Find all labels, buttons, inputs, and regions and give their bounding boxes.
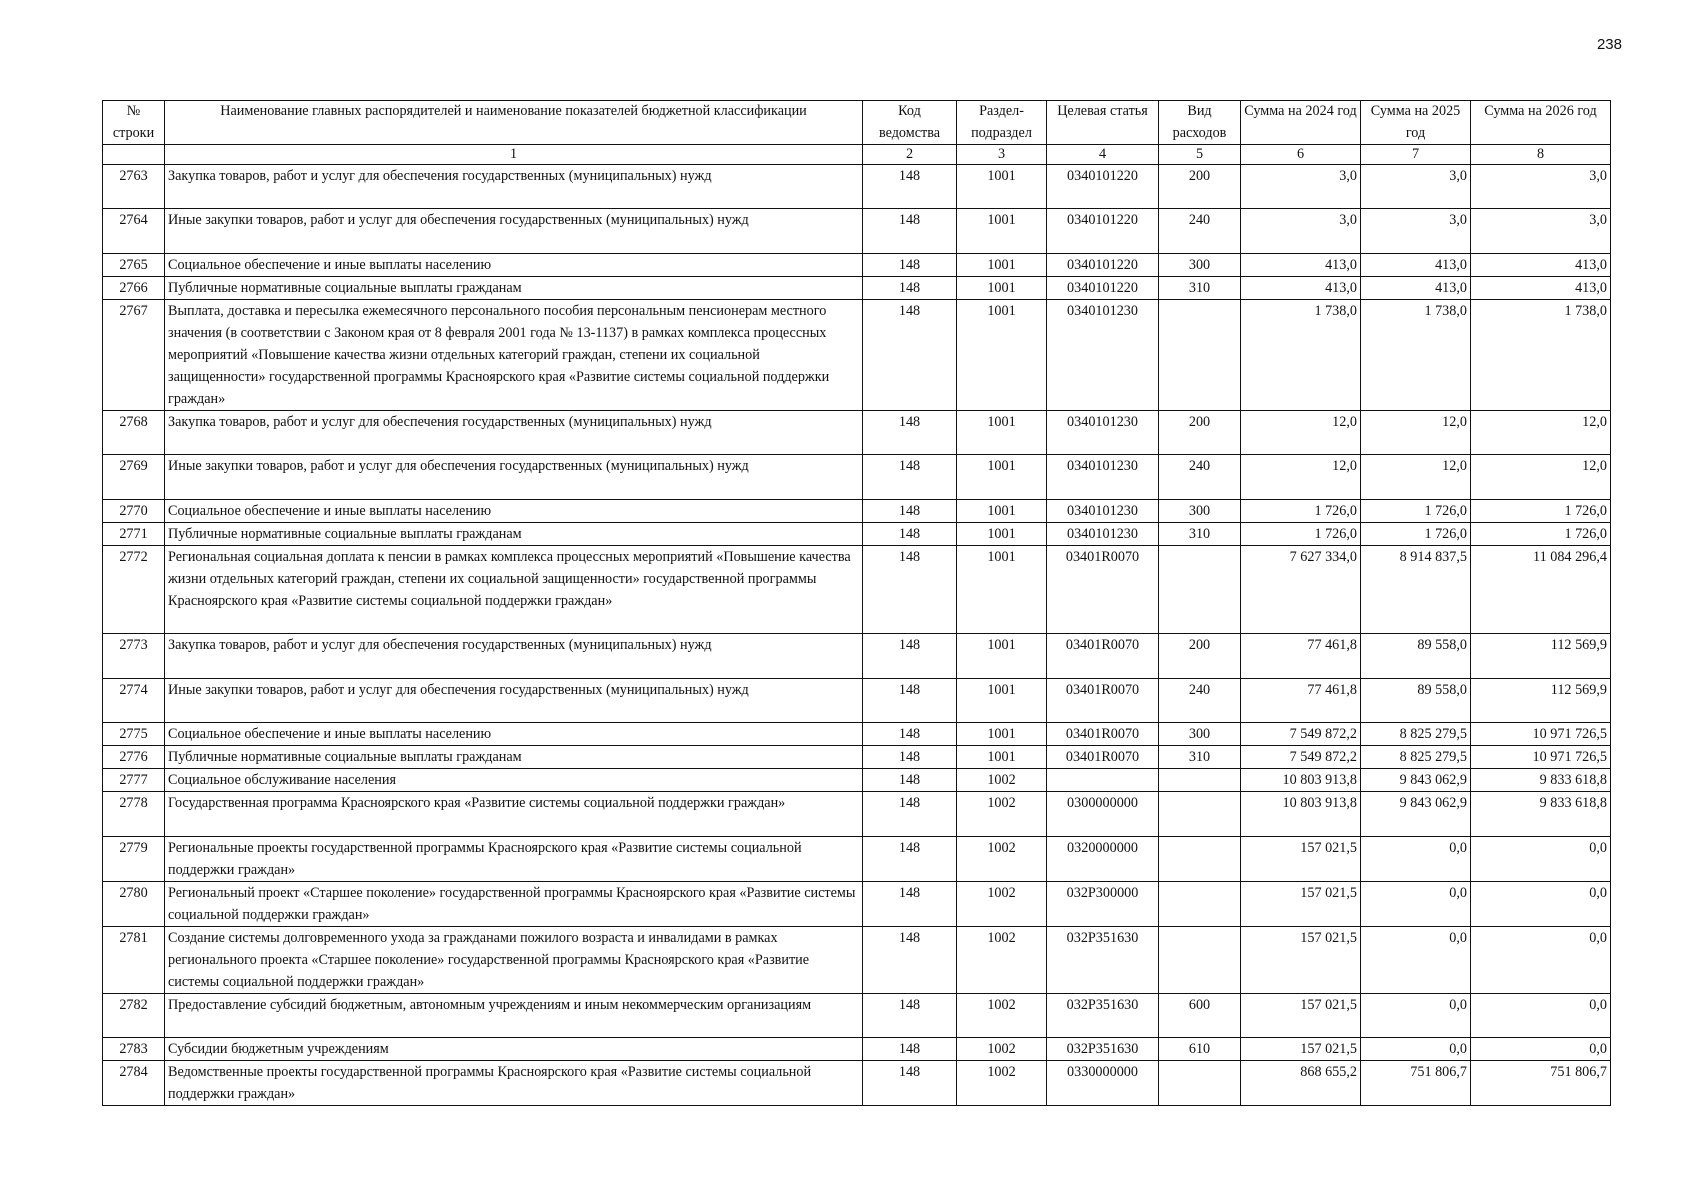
header-expense-type: Вид расходов <box>1159 101 1241 145</box>
row-dept-code-cell: 148 <box>863 1037 957 1060</box>
row-target-cell <box>1047 769 1159 792</box>
row-sum-2024-cell: 413,0 <box>1241 276 1361 299</box>
page-number: 238 <box>1596 36 1622 53</box>
row-section-cell: 1002 <box>957 993 1047 1037</box>
table-row <box>103 836 1611 881</box>
row-name-cell: Иные закупки товаров, работ и услуг для обеспечения государственных (муниципальных) нужд <box>165 209 863 253</box>
row-expense-type-cell <box>1159 926 1241 993</box>
row-expense-type-cell: 310 <box>1159 276 1241 299</box>
row-target-cell: 032P300000 <box>1047 881 1159 926</box>
header-dept-code: Код ведомства <box>863 101 957 145</box>
row-sum-2026-cell: 9 833 618,8 <box>1471 769 1611 792</box>
row-dept-code-cell: 148 <box>863 746 957 769</box>
table-row <box>103 545 1611 634</box>
row-name-cell: Публичные нормативные социальные выплаты гражданам <box>165 276 863 299</box>
row-dept-code-cell: 148 <box>863 545 957 634</box>
row-sum-2024-cell: 7 549 872,2 <box>1241 746 1361 769</box>
row-name-cell: Закупка товаров, работ и услуг для обеспечения государственных (муниципальных) нужд <box>165 410 863 454</box>
row-number-cell: 2770 <box>103 499 165 522</box>
row-expense-type-cell: 300 <box>1159 499 1241 522</box>
row-expense-type-cell: 240 <box>1159 455 1241 499</box>
row-number-cell: 2777 <box>103 769 165 792</box>
row-dept-code-cell: 148 <box>863 165 957 209</box>
row-sum-2025-cell: 89 558,0 <box>1361 678 1471 722</box>
header-row-no: № строки <box>103 101 165 145</box>
table-row <box>103 165 1611 209</box>
table-body <box>103 165 1611 1106</box>
row-number-cell: 2766 <box>103 276 165 299</box>
header-sum-2024: Сумма на 2024 год <box>1241 101 1361 145</box>
column-number: 5 <box>1159 145 1241 165</box>
row-section-cell: 1001 <box>957 634 1047 678</box>
row-dept-code-cell: 148 <box>863 792 957 836</box>
table-row <box>103 881 1611 926</box>
row-sum-2026-cell: 1 738,0 <box>1471 299 1611 410</box>
row-sum-2026-cell: 11 084 296,4 <box>1471 545 1611 634</box>
table-row <box>103 410 1611 454</box>
row-dept-code-cell: 148 <box>863 926 957 993</box>
column-number: 3 <box>957 145 1047 165</box>
row-sum-2025-cell: 3,0 <box>1361 165 1471 209</box>
row-number-cell: 2768 <box>103 410 165 454</box>
row-sum-2024-cell: 12,0 <box>1241 410 1361 454</box>
header-row <box>103 101 1611 145</box>
row-expense-type-cell: 300 <box>1159 723 1241 746</box>
row-expense-type-cell: 200 <box>1159 165 1241 209</box>
row-dept-code-cell: 148 <box>863 634 957 678</box>
row-sum-2024-cell: 157 021,5 <box>1241 926 1361 993</box>
row-name-cell: Публичные нормативные социальные выплаты гражданам <box>165 746 863 769</box>
table-row <box>103 926 1611 993</box>
row-section-cell: 1001 <box>957 276 1047 299</box>
row-expense-type-cell <box>1159 769 1241 792</box>
row-section-cell: 1001 <box>957 410 1047 454</box>
row-section-cell: 1002 <box>957 792 1047 836</box>
row-sum-2024-cell: 868 655,2 <box>1241 1060 1361 1105</box>
row-number-cell: 2780 <box>103 881 165 926</box>
row-number-cell: 2772 <box>103 545 165 634</box>
row-name-cell: Выплата, доставка и пересылка ежемесячного персонального пособия персональным пенсионерам местного значения (в соответствии с Законом края от 8 февраля 2001 года № 13-1137) в рамках комплекса процессных мероприятий «Повышение качества жизни отдельных категорий граждан, степени их социальной защищенности» государственной программы Красноярского края «Развитие системы социальной поддержки граждан» <box>165 299 863 410</box>
row-sum-2026-cell: 413,0 <box>1471 276 1611 299</box>
header-target: Целевая статья <box>1047 101 1159 145</box>
row-target-cell: 03401R0070 <box>1047 545 1159 634</box>
table-row <box>103 723 1611 746</box>
row-target-cell: 0300000000 <box>1047 792 1159 836</box>
row-section-cell: 1002 <box>957 1037 1047 1060</box>
table-row <box>103 253 1611 276</box>
row-dept-code-cell: 148 <box>863 836 957 881</box>
row-sum-2024-cell: 413,0 <box>1241 253 1361 276</box>
column-number: 2 <box>863 145 957 165</box>
row-section-cell: 1001 <box>957 678 1047 722</box>
row-section-cell: 1001 <box>957 209 1047 253</box>
row-sum-2025-cell: 12,0 <box>1361 410 1471 454</box>
row-target-cell: 0340101230 <box>1047 410 1159 454</box>
row-sum-2025-cell: 0,0 <box>1361 926 1471 993</box>
row-sum-2024-cell: 10 803 913,8 <box>1241 792 1361 836</box>
table-row <box>103 746 1611 769</box>
row-expense-type-cell: 310 <box>1159 522 1241 545</box>
table-row <box>103 522 1611 545</box>
row-dept-code-cell: 148 <box>863 276 957 299</box>
row-section-cell: 1002 <box>957 836 1047 881</box>
row-sum-2026-cell: 112 569,9 <box>1471 634 1611 678</box>
row-target-cell: 0340101220 <box>1047 209 1159 253</box>
row-number-cell: 2767 <box>103 299 165 410</box>
row-expense-type-cell <box>1159 299 1241 410</box>
row-section-cell: 1001 <box>957 165 1047 209</box>
row-number-cell: 2784 <box>103 1060 165 1105</box>
row-sum-2026-cell: 751 806,7 <box>1471 1060 1611 1105</box>
row-dept-code-cell: 148 <box>863 410 957 454</box>
row-target-cell: 0340101230 <box>1047 522 1159 545</box>
row-target-cell: 03401R0070 <box>1047 723 1159 746</box>
row-sum-2024-cell: 3,0 <box>1241 165 1361 209</box>
table-row <box>103 678 1611 722</box>
row-sum-2024-cell: 3,0 <box>1241 209 1361 253</box>
row-sum-2026-cell: 0,0 <box>1471 881 1611 926</box>
row-name-cell: Закупка товаров, работ и услуг для обеспечения государственных (муниципальных) нужд <box>165 165 863 209</box>
row-name-cell: Субсидии бюджетным учреждениям <box>165 1037 863 1060</box>
row-sum-2024-cell: 1 738,0 <box>1241 299 1361 410</box>
row-sum-2025-cell: 9 843 062,9 <box>1361 792 1471 836</box>
row-dept-code-cell: 148 <box>863 299 957 410</box>
table-row <box>103 769 1611 792</box>
row-sum-2026-cell: 12,0 <box>1471 455 1611 499</box>
row-sum-2024-cell: 157 021,5 <box>1241 836 1361 881</box>
row-name-cell: Региональный проект «Старшее поколение» государственной программы Красноярского края «Развитие системы социальной поддержки граждан» <box>165 881 863 926</box>
row-expense-type-cell <box>1159 792 1241 836</box>
row-sum-2024-cell: 157 021,5 <box>1241 993 1361 1037</box>
row-sum-2025-cell: 1 738,0 <box>1361 299 1471 410</box>
row-expense-type-cell <box>1159 881 1241 926</box>
row-dept-code-cell: 148 <box>863 455 957 499</box>
row-target-cell: 032P351630 <box>1047 926 1159 993</box>
row-sum-2024-cell: 7 627 334,0 <box>1241 545 1361 634</box>
row-name-cell: Социальное обеспечение и иные выплаты населению <box>165 253 863 276</box>
row-section-cell: 1002 <box>957 926 1047 993</box>
row-sum-2025-cell: 8 914 837,5 <box>1361 545 1471 634</box>
row-sum-2025-cell: 3,0 <box>1361 209 1471 253</box>
row-sum-2025-cell: 413,0 <box>1361 276 1471 299</box>
row-number-cell: 2765 <box>103 253 165 276</box>
row-sum-2026-cell: 1 726,0 <box>1471 499 1611 522</box>
row-number-cell: 2764 <box>103 209 165 253</box>
table-row <box>103 209 1611 253</box>
row-target-cell: 0320000000 <box>1047 836 1159 881</box>
row-section-cell: 1001 <box>957 499 1047 522</box>
row-sum-2026-cell: 0,0 <box>1471 836 1611 881</box>
row-section-cell: 1001 <box>957 253 1047 276</box>
row-target-cell: 0340101230 <box>1047 499 1159 522</box>
row-sum-2025-cell: 0,0 <box>1361 881 1471 926</box>
row-expense-type-cell: 200 <box>1159 410 1241 454</box>
column-number: 6 <box>1241 145 1361 165</box>
row-sum-2026-cell: 112 569,9 <box>1471 678 1611 722</box>
row-dept-code-cell: 148 <box>863 723 957 746</box>
row-name-cell: Иные закупки товаров, работ и услуг для обеспечения государственных (муниципальных) нужд <box>165 678 863 722</box>
row-target-cell: 03401R0070 <box>1047 678 1159 722</box>
row-sum-2026-cell: 413,0 <box>1471 253 1611 276</box>
table-row <box>103 276 1611 299</box>
row-number-cell: 2779 <box>103 836 165 881</box>
row-sum-2024-cell: 157 021,5 <box>1241 881 1361 926</box>
row-number-cell: 2775 <box>103 723 165 746</box>
table-row <box>103 1060 1611 1105</box>
table-row <box>103 993 1611 1037</box>
table-row <box>103 499 1611 522</box>
row-name-cell: Социальное обеспечение и иные выплаты населению <box>165 499 863 522</box>
row-name-cell: Социальное обслуживание населения <box>165 769 863 792</box>
column-number: 1 <box>165 145 863 165</box>
row-section-cell: 1001 <box>957 522 1047 545</box>
row-sum-2026-cell: 3,0 <box>1471 209 1611 253</box>
row-number-cell: 2782 <box>103 993 165 1037</box>
row-target-cell: 0340101220 <box>1047 276 1159 299</box>
column-number: 4 <box>1047 145 1159 165</box>
header-name: Наименование главных распорядителей и наименование показателей бюджетной классификации <box>165 101 863 145</box>
table-row <box>103 792 1611 836</box>
row-number-cell: 2769 <box>103 455 165 499</box>
row-number-cell: 2778 <box>103 792 165 836</box>
row-name-cell: Социальное обеспечение и иные выплаты населению <box>165 723 863 746</box>
row-sum-2026-cell: 0,0 <box>1471 926 1611 993</box>
row-dept-code-cell: 148 <box>863 499 957 522</box>
row-sum-2025-cell: 9 843 062,9 <box>1361 769 1471 792</box>
row-sum-2025-cell: 1 726,0 <box>1361 499 1471 522</box>
row-target-cell: 03401R0070 <box>1047 746 1159 769</box>
row-sum-2024-cell: 1 726,0 <box>1241 522 1361 545</box>
row-expense-type-cell <box>1159 545 1241 634</box>
row-sum-2024-cell: 1 726,0 <box>1241 499 1361 522</box>
row-expense-type-cell: 240 <box>1159 678 1241 722</box>
row-target-cell: 0330000000 <box>1047 1060 1159 1105</box>
row-sum-2026-cell: 10 971 726,5 <box>1471 746 1611 769</box>
row-section-cell: 1002 <box>957 769 1047 792</box>
row-sum-2025-cell: 0,0 <box>1361 836 1471 881</box>
row-name-cell: Закупка товаров, работ и услуг для обеспечения государственных (муниципальных) нужд <box>165 634 863 678</box>
row-dept-code-cell: 148 <box>863 522 957 545</box>
row-section-cell: 1001 <box>957 299 1047 410</box>
table-row <box>103 1037 1611 1060</box>
row-name-cell: Публичные нормативные социальные выплаты гражданам <box>165 522 863 545</box>
row-sum-2026-cell: 12,0 <box>1471 410 1611 454</box>
row-target-cell: 0340101230 <box>1047 455 1159 499</box>
row-expense-type-cell: 600 <box>1159 993 1241 1037</box>
row-number-cell: 2773 <box>103 634 165 678</box>
row-number-cell: 2781 <box>103 926 165 993</box>
row-target-cell: 032P351630 <box>1047 1037 1159 1060</box>
row-number-cell: 2763 <box>103 165 165 209</box>
column-number: 7 <box>1361 145 1471 165</box>
budget-table <box>102 100 1611 1106</box>
row-name-cell: Предоставление субсидий бюджетным, автономным учреждениям и иным некоммерческим организациям <box>165 993 863 1037</box>
row-name-cell: Региональная социальная доплата к пенсии в рамках комплекса процессных мероприятий «Повышение качества жизни отдельных категорий граждан, степени их социальной защищенности» государственной программы Красноярского края «Развитие системы социальной поддержки граждан» <box>165 545 863 634</box>
row-sum-2025-cell: 0,0 <box>1361 993 1471 1037</box>
row-sum-2025-cell: 751 806,7 <box>1361 1060 1471 1105</box>
row-sum-2024-cell: 7 549 872,2 <box>1241 723 1361 746</box>
row-sum-2026-cell: 0,0 <box>1471 993 1611 1037</box>
row-sum-2024-cell: 10 803 913,8 <box>1241 769 1361 792</box>
table-row <box>103 299 1611 410</box>
table-row <box>103 455 1611 499</box>
row-section-cell: 1001 <box>957 545 1047 634</box>
row-sum-2025-cell: 413,0 <box>1361 253 1471 276</box>
row-sum-2025-cell: 1 726,0 <box>1361 522 1471 545</box>
row-expense-type-cell: 610 <box>1159 1037 1241 1060</box>
row-target-cell: 0340101230 <box>1047 299 1159 410</box>
row-number-cell: 2774 <box>103 678 165 722</box>
header-section: Раздел-подраздел <box>957 101 1047 145</box>
row-name-cell: Региональные проекты государственной программы Красноярского края «Развитие системы социальной поддержки граждан» <box>165 836 863 881</box>
row-name-cell: Ведомственные проекты государственной программы Красноярского края «Развитие системы социальной поддержки граждан» <box>165 1060 863 1105</box>
row-name-cell: Создание системы долговременного ухода за гражданами пожилого возраста и инвалидами в рамках регионального проекта «Старшее поколение» государственной программы Красноярского края «Развитие системы социальной поддержки граждан» <box>165 926 863 993</box>
row-dept-code-cell: 148 <box>863 769 957 792</box>
row-section-cell: 1002 <box>957 881 1047 926</box>
row-dept-code-cell: 148 <box>863 678 957 722</box>
row-number-cell: 2783 <box>103 1037 165 1060</box>
row-name-cell: Иные закупки товаров, работ и услуг для обеспечения государственных (муниципальных) нужд <box>165 455 863 499</box>
row-target-cell: 03401R0070 <box>1047 634 1159 678</box>
row-expense-type-cell: 300 <box>1159 253 1241 276</box>
column-number-row <box>103 145 1611 165</box>
row-sum-2025-cell: 89 558,0 <box>1361 634 1471 678</box>
row-sum-2024-cell: 12,0 <box>1241 455 1361 499</box>
row-sum-2026-cell: 3,0 <box>1471 165 1611 209</box>
row-expense-type-cell: 310 <box>1159 746 1241 769</box>
column-number-blank <box>103 145 165 165</box>
row-sum-2024-cell: 77 461,8 <box>1241 678 1361 722</box>
row-section-cell: 1002 <box>957 1060 1047 1105</box>
row-sum-2026-cell: 1 726,0 <box>1471 522 1611 545</box>
row-section-cell: 1001 <box>957 455 1047 499</box>
row-dept-code-cell: 148 <box>863 881 957 926</box>
row-sum-2025-cell: 0,0 <box>1361 1037 1471 1060</box>
row-sum-2025-cell: 12,0 <box>1361 455 1471 499</box>
row-sum-2025-cell: 8 825 279,5 <box>1361 746 1471 769</box>
row-dept-code-cell: 148 <box>863 1060 957 1105</box>
row-number-cell: 2776 <box>103 746 165 769</box>
row-name-cell: Государственная программа Красноярского края «Развитие системы социальной поддержки граждан» <box>165 792 863 836</box>
row-dept-code-cell: 148 <box>863 253 957 276</box>
row-sum-2024-cell: 77 461,8 <box>1241 634 1361 678</box>
row-dept-code-cell: 148 <box>863 993 957 1037</box>
row-expense-type-cell: 240 <box>1159 209 1241 253</box>
column-number: 8 <box>1471 145 1611 165</box>
row-target-cell: 0340101220 <box>1047 253 1159 276</box>
row-number-cell: 2771 <box>103 522 165 545</box>
row-sum-2024-cell: 157 021,5 <box>1241 1037 1361 1060</box>
table-header <box>103 101 1611 165</box>
row-sum-2026-cell: 0,0 <box>1471 1037 1611 1060</box>
header-sum-2025: Сумма на 2025 год <box>1361 101 1471 145</box>
row-target-cell: 032P351630 <box>1047 993 1159 1037</box>
row-section-cell: 1001 <box>957 723 1047 746</box>
row-sum-2026-cell: 10 971 726,5 <box>1471 723 1611 746</box>
row-expense-type-cell <box>1159 1060 1241 1105</box>
row-expense-type-cell <box>1159 836 1241 881</box>
row-target-cell: 0340101220 <box>1047 165 1159 209</box>
row-expense-type-cell: 200 <box>1159 634 1241 678</box>
row-dept-code-cell: 148 <box>863 209 957 253</box>
table-row <box>103 634 1611 678</box>
row-sum-2026-cell: 9 833 618,8 <box>1471 792 1611 836</box>
row-sum-2025-cell: 8 825 279,5 <box>1361 723 1471 746</box>
row-section-cell: 1001 <box>957 746 1047 769</box>
header-sum-2026: Сумма на 2026 год <box>1471 101 1611 145</box>
